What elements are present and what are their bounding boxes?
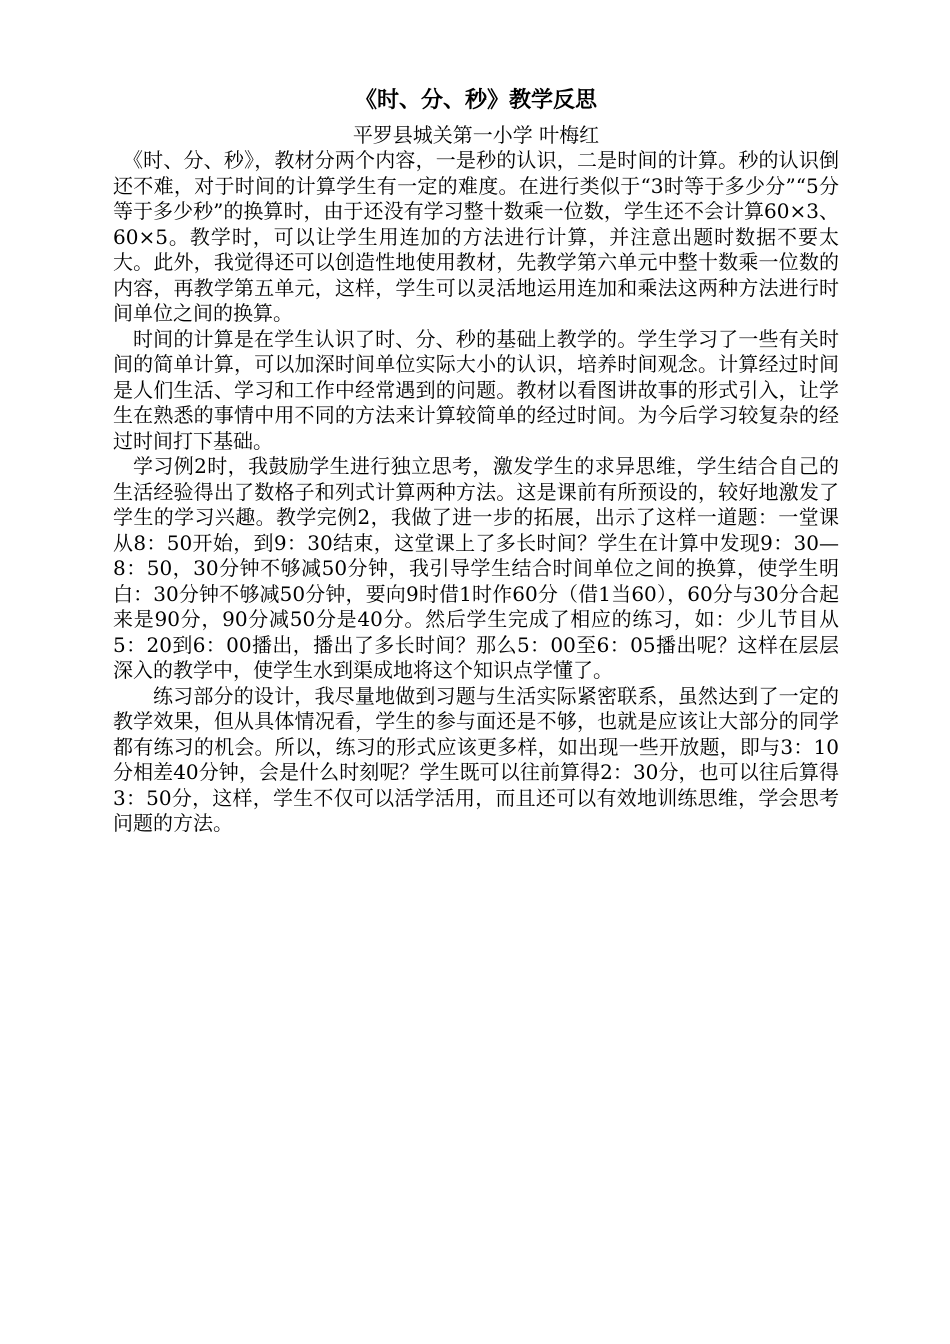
document-author: 平罗县城关第一小学 叶梅红 [352, 123, 600, 147]
paragraph-2: 时间的计算是在学生认识了时、分、秒的基础上教学的。学生学习了一些有关时间的简单计算，可以加深时间单位实际大小的认识，培养时间观念。计算经过时间是人们生活、学习和工作中经常遇到的问题。教材以看图讲故事的形式引入，让学生在熟悉的事情中用不同的方法来计算较简单的经过时间。为今后学习较复杂的经过时间打下基础。 [113, 326, 839, 453]
paragraph-3: 学习例2时，我鼓励学生进行独立思考，激发学生的求异思维，学生结合自己的生活经验得出了数格子和列式计算两种方法。这是课前有所预设的，较好地激发了学生的学习兴趣。教学完例2，我做了进一步的拓展，出示了这样一道题：一堂课从8：50开始，到9：30结束，这堂课上了多长时间？学生在计算中发现9：30—8：50，30分钟不够减50分钟，我引导学生结合时间单位之间的换算，使学生明白：30分钟不够减50分钟，要向9时借1时作60分（借1当60），60分与30分合起来是90分，90分减50分是40分。然后学生完成了相应的练习，如：少儿节目从5：20到6：00播出，播出了多长时间？那么5：00至6：05播出呢？这样在层层深入的教学中，使学生水到渠成地将这个知识点学懂了。 [113, 454, 839, 682]
paragraph-1: 《时、分、秒》，教材分两个内容，一是秒的认识，二是时间的计算。秒的认识倒还不难，对于时间的计算学生有一定的难度。在进行类似于“3时等于多少分”“5分等于多少秒”的换算时，由于还没有学习整十数乘一位数，学生还不会计算60×3、60×5。教学时，可以让学生用连加的方法进行计算，并注意出题时数据不要太大。此外，我觉得还可以创造性地使用教材，先教学第六单元中整十数乘一位数的内容，再教学第五单元，这样，学生可以灵活地运用连加和乘法这两种方法进行时间单位之间的换算。 [113, 148, 839, 325]
document-title: 《时、分、秒》教学反思 [354, 87, 597, 113]
paragraph-4: 练习部分的设计，我尽量地做到习题与生活实际紧密联系，虽然达到了一定的教学效果，但从具体情况看，学生的参与面还是不够，也就是应该让大部分的同学都有练习的机会。所以，练习的形式应该更多样，如出现一些开放题，即与3：10分相差40分钟，会是什么时刻呢？学生既可以往前算得2：30分，也可以往后算得3：50分，这样，学生不仅可以活学活用，而且还可以有效地训练思维，学会思考问题的方法。 [113, 683, 839, 835]
document-page [113, 80, 839, 837]
